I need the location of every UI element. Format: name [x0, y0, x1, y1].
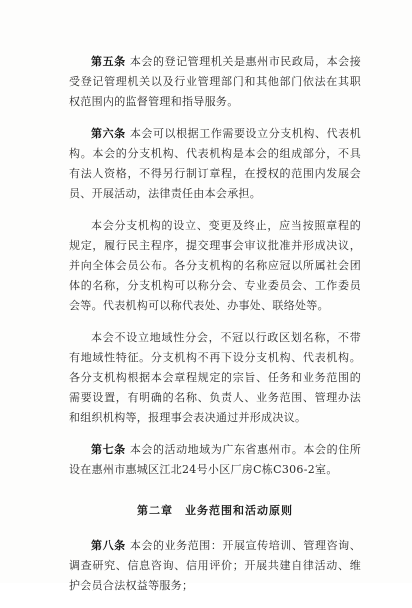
article-7-text: 本会的活动地域为广东省惠州市。本会的住所设在惠州市惠城区江北24号小区厂房C栋C306-2室。: [69, 443, 362, 476]
article-6-paragraph-3: 本会不设立地域性分会，不冠以行政区划名称，不带有地域性特征。分支机构不再下设分支机构、代表机构。各分支机构根据本会章程规定的宗旨、任务和业务范围的需要设置，有明确的名称、负责人、业务范围、管理办法和组织机构等，报理事会表决通过并形成决议。: [69, 331, 361, 424]
article-5-paragraph: [69, 52, 361, 112]
article-6-text-1: 本会可以根据工作需要设立分支机构、代表机构。本会的分支机构、代表机构是本会的组成部分，不具有法人资格，不得另行制订章程，在授权的范围内发展会员、开展活动，法律责任由本会承担。: [69, 127, 362, 200]
article-5-label: 第五条: [91, 55, 126, 68]
article-8-paragraph: [69, 536, 361, 596]
article-6-label: 第六条: [91, 127, 126, 140]
article-6-paragraph: [69, 124, 361, 204]
chapter-2-heading: 第二章 业务范围和活动原则: [137, 504, 293, 517]
document-body: [69, 52, 361, 608]
article-5-text: 本会的登记管理机关是惠州市民政局，本会接受登记管理机关以及行业管理部门和其他部门依法在其职权范围内的监督管理和指导服务。: [69, 55, 362, 108]
article-8-text: 本会的业务范围：开展宣传培训、管理咨询、调查研究、信息咨询、信用评价；开展共建自律活动、维护会员合法权益等服务；: [69, 539, 362, 592]
article-8-label: 第八条: [91, 539, 126, 552]
article-7-label: 第七条: [91, 443, 126, 456]
article-7-paragraph: [69, 440, 361, 480]
article-6-paragraph-2: 本会分支机构的设立、变更及终止，应当按照章程的规定，履行民主程序，提交理事会审议批准并形成决议，并向全体会员公布。各分支机构的名称应冠以所属社会团体的名称，分支机构可以称分会、专业委员会、工作委员会等。代表机构可以称代表处、办事处、联络处等。: [69, 219, 361, 312]
